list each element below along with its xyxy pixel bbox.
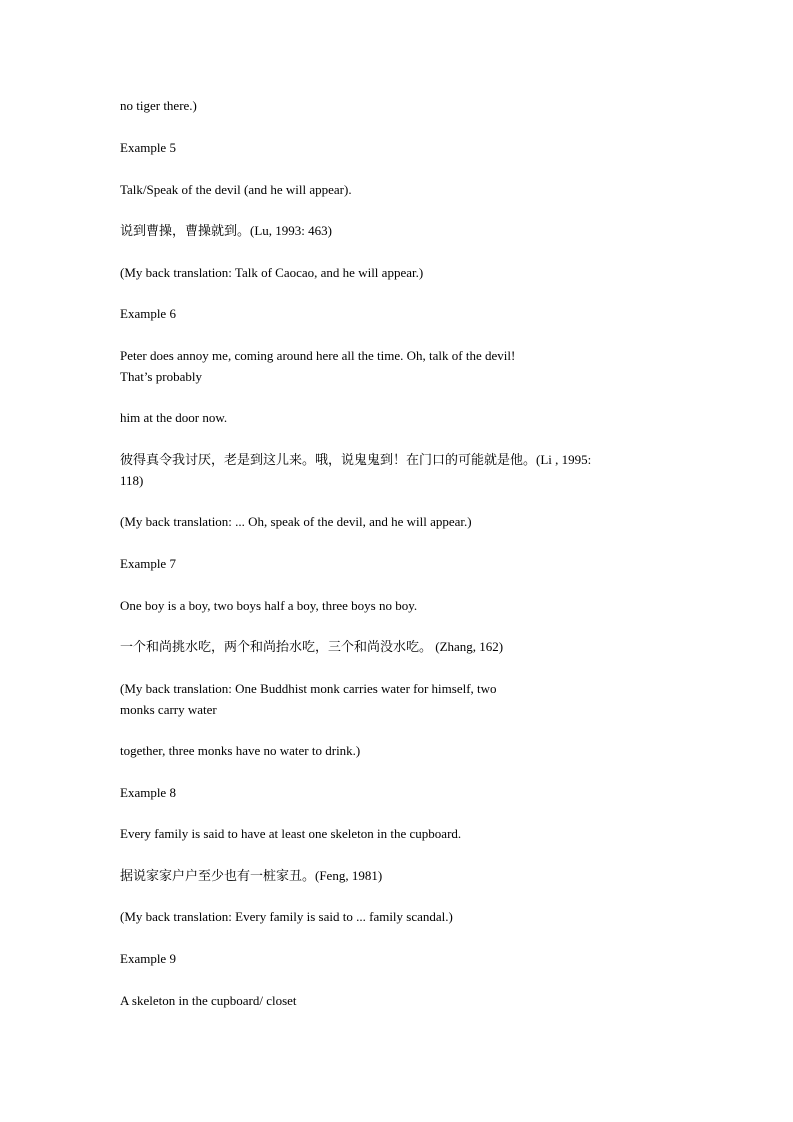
text-line: monks carry water <box>120 702 217 717</box>
chinese-translation: 彼得真令我讨厌，老是到这儿来。哦，说鬼鬼到！在门口的可能就是他。(Li , 1995: <box>120 452 592 467</box>
example-heading: Example 5 <box>120 140 176 155</box>
example-heading: Example 8 <box>120 785 176 800</box>
chinese-translation: 一个和尚挑水吃，两个和尚抬水吃，三个和尚没水吃。 (Zhang, 162) <box>120 639 504 654</box>
chinese-translation: 据说家家户户至少也有一桩家丑。(Feng, 1981) <box>120 868 383 883</box>
text-line: Every family is said to have at least one skeleton in the cupboard. <box>120 826 462 841</box>
text-line: Talk/Speak of the devil (and he will appear). <box>120 182 352 197</box>
back-translation: (My back translation: Talk of Caocao, and he will appear.) <box>120 265 424 280</box>
back-translation: (My back translation: One Buddhist monk carries water for himself, two <box>120 681 497 696</box>
text-line: A skeleton in the cupboard/ closet <box>120 993 297 1008</box>
example-heading: Example 6 <box>120 306 176 321</box>
example-heading: Example 7 <box>120 556 176 571</box>
text-line: him at the door now. <box>120 410 228 425</box>
text-line: That’s probably <box>120 369 202 384</box>
text-line: together, three monks have no water to drink.) <box>120 743 361 758</box>
chinese-translation: 说到曹操，曹操就到。(Lu, 1993: 463) <box>120 223 332 238</box>
back-translation: (My back translation: ... Oh, speak of the devil, and he will appear.) <box>120 514 472 529</box>
text-line: no tiger there.) <box>120 98 197 113</box>
text-line: One boy is a boy, two boys half a boy, three boys no boy. <box>120 598 418 613</box>
back-translation: (My back translation: Every family is said to ... family scandal.) <box>120 909 453 924</box>
example-heading: Example 9 <box>120 951 176 966</box>
text-line: Peter does annoy me, coming around here all the time. Oh, talk of the devil! <box>120 348 516 363</box>
text-line: 118) <box>120 473 144 488</box>
